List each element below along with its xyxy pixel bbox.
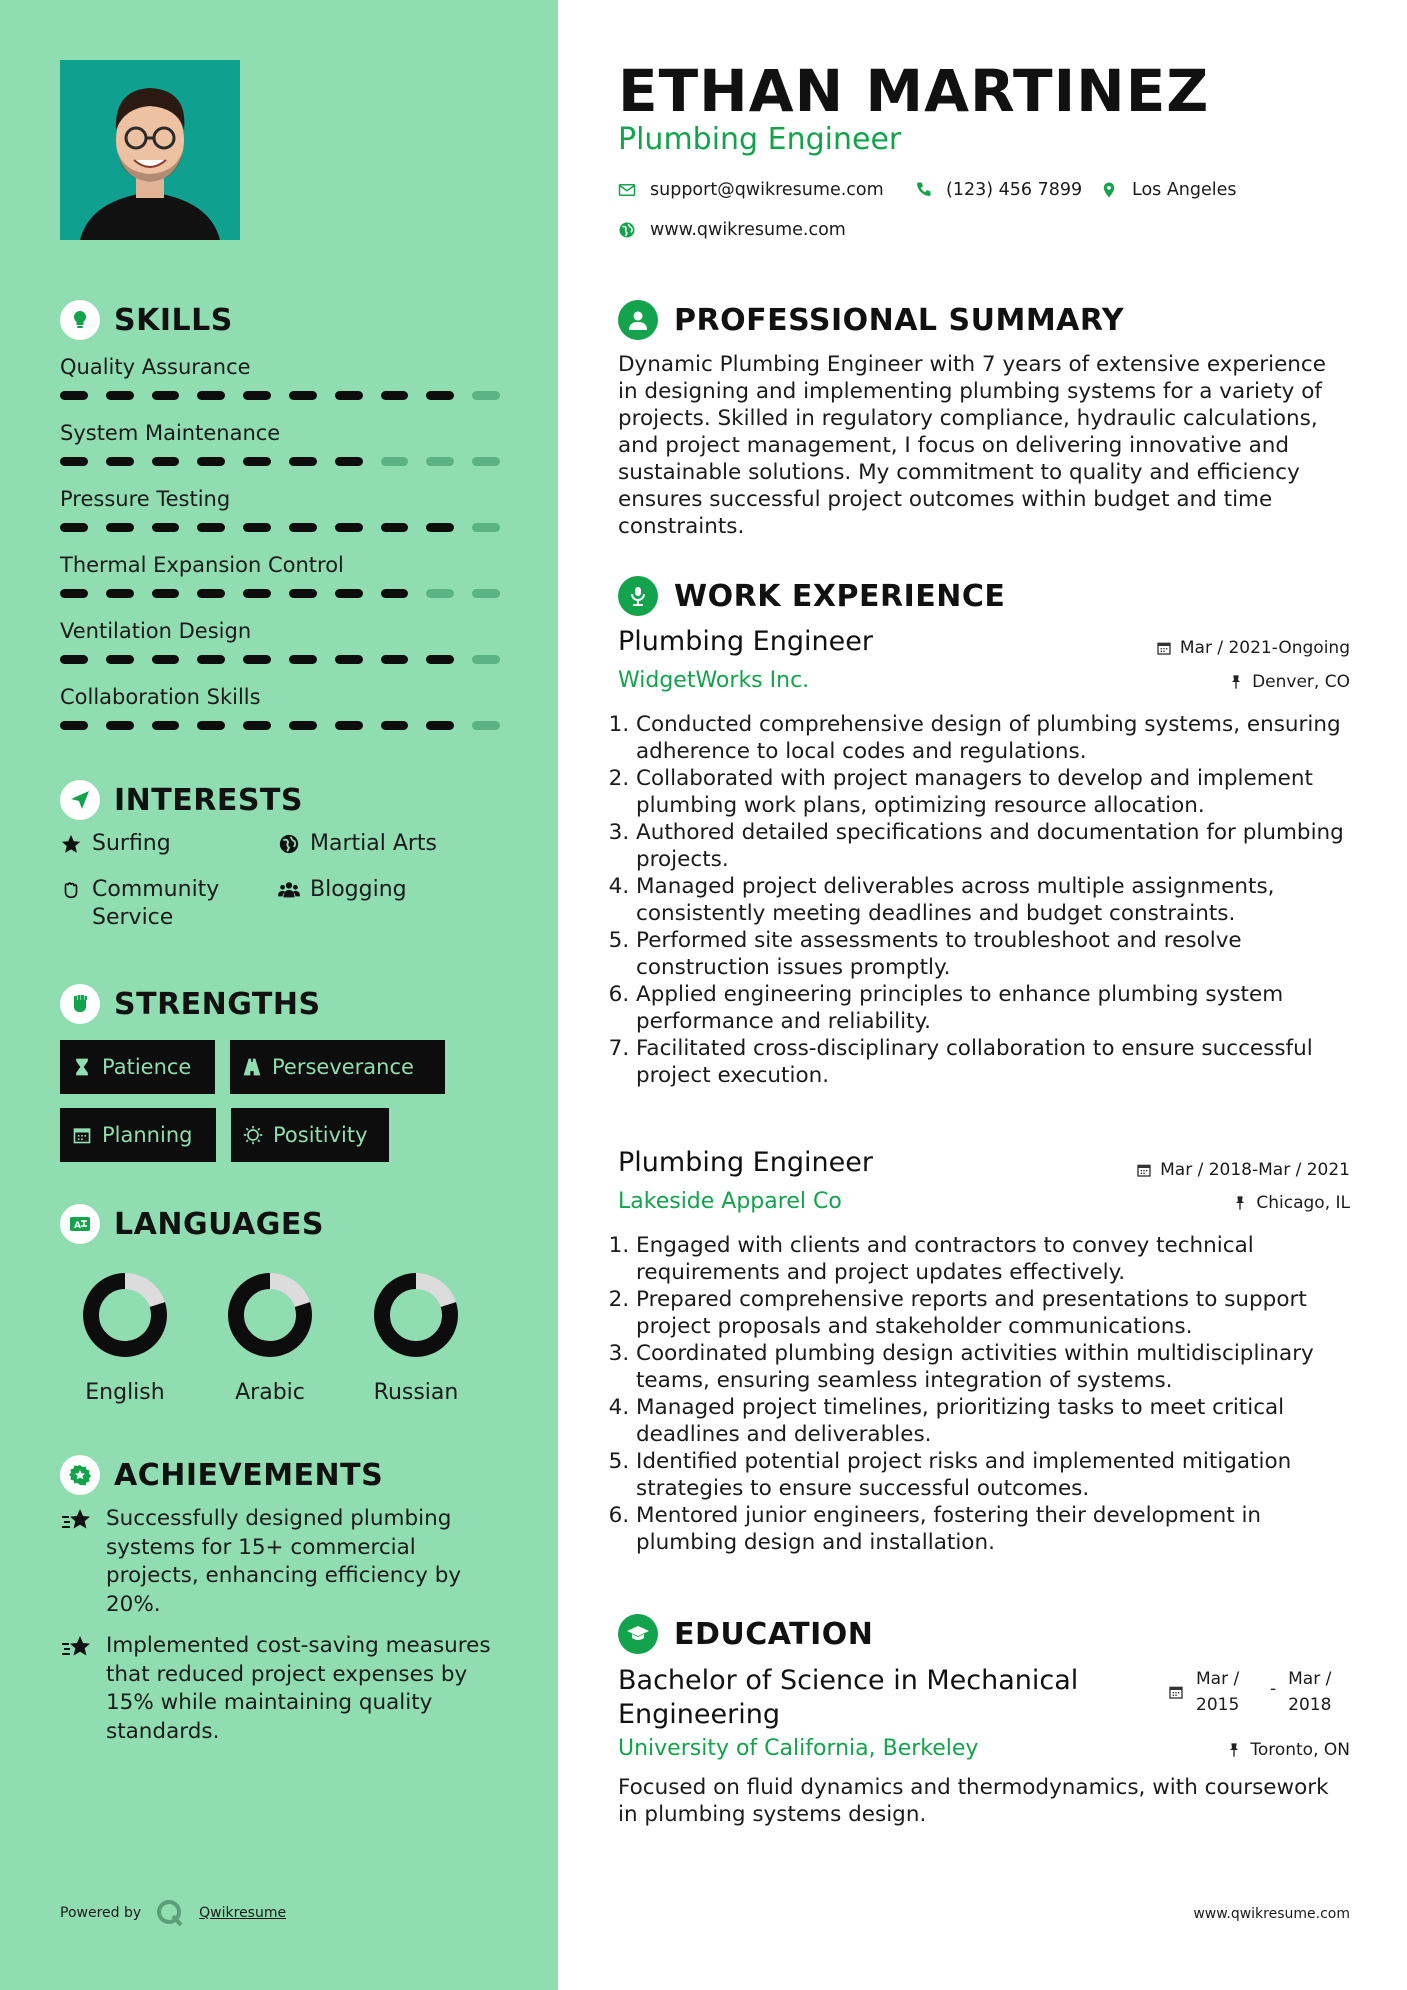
candidate-name: ETHAN MARTINEZ	[618, 57, 1210, 125]
education-location	[1226, 1740, 1350, 1760]
skill-segment	[289, 391, 317, 400]
summary-text: Dynamic Plumbing Engineer with 7 years of extensive experience in designing and implementing plumbing systems for a variety of projects. Skilled in regulatory compliance, hydraulic calculations, and project management, I focus on delivering innovative and sustainable solutions. My commitment to quality and efficiency ensures successful project outcomes within budget and time constraints.	[618, 352, 1326, 539]
skill-segment	[60, 721, 88, 730]
skill-segment	[197, 721, 225, 730]
interests-title: INTERESTS	[114, 782, 303, 818]
strength-badge	[60, 1108, 216, 1162]
skill-segment	[106, 523, 134, 532]
achievement-item	[60, 1505, 496, 1619]
skill-segment	[426, 655, 454, 664]
job-title: Plumbing Engineer	[618, 626, 873, 657]
education-title: EDUCATION	[674, 1616, 874, 1652]
users-icon	[278, 879, 300, 901]
paper-plane-icon	[60, 780, 100, 820]
calendar-icon	[72, 1125, 92, 1145]
skill-segment	[243, 523, 271, 532]
job-title: Plumbing Engineer	[618, 1147, 873, 1178]
powered-by-label: Powered by	[60, 1905, 142, 1921]
graduation-cap-icon	[618, 1614, 658, 1654]
skill-segment	[381, 523, 409, 532]
globe-icon	[618, 221, 636, 239]
language-item	[205, 1270, 335, 1405]
skills-title: SKILLS	[114, 302, 233, 338]
skill-segment	[472, 655, 500, 664]
skill-segment	[335, 589, 363, 598]
education-description: Focused on fluid dynamics and thermodynamics, with coursework in plumbing systems design.	[618, 1775, 1329, 1827]
language-item	[351, 1270, 481, 1405]
skill-segment	[106, 721, 134, 730]
skill-segment	[472, 457, 500, 466]
qwikresume-link[interactable]: Qwikresume	[199, 1905, 287, 1921]
duty-item: 2. Prepared comprehensive reports and presentations to support project proposals and stakeholder communications.	[636, 1286, 1350, 1340]
skill-segment	[60, 589, 88, 598]
duty-item: 4. Managed project deliverables across multiple assignments, consistently meeting deadlines and budget constraints.	[636, 873, 1350, 927]
language-donut	[80, 1270, 170, 1360]
skill-segment	[289, 589, 317, 598]
strength-label: Perseverance	[272, 1055, 414, 1079]
achievement-item	[60, 1632, 496, 1746]
job-company: Lakeside Apparel Co	[618, 1189, 842, 1214]
skill-segment	[243, 655, 271, 664]
education-degree: Bachelor of Science in Mechanical Engineering	[618, 1665, 1079, 1730]
email-text: support@qwikresume.com	[650, 180, 884, 200]
location-text: Los Angeles	[1132, 180, 1237, 200]
job-company: WidgetWorks Inc.	[618, 668, 810, 693]
skill-label: Pressure Testing	[60, 487, 231, 511]
strength-badge	[230, 1040, 445, 1094]
contact-phone[interactable]	[914, 180, 1082, 200]
main-content	[618, 0, 1350, 1990]
skill-segment	[335, 721, 363, 730]
contact-website[interactable]	[618, 220, 846, 240]
duty-item: 4. Managed project timelines, prioritizing tasks to meet critical deadlines and deliverables.	[636, 1394, 1350, 1448]
language-donut	[225, 1270, 315, 1360]
skill-segment	[381, 721, 409, 730]
job-dates-text: Mar / 2021-Ongoing	[1179, 638, 1350, 658]
interest-label: Surfing	[92, 831, 171, 856]
skill-segment	[381, 457, 409, 466]
duty-item: 5. Identified potential project risks and implemented mitigation strategies to ensure successful outcomes.	[636, 1448, 1350, 1502]
skill-segment	[243, 589, 271, 598]
phone-text: (123) 456 7899	[946, 180, 1083, 200]
road-icon	[242, 1057, 262, 1077]
skill-rating	[60, 457, 500, 466]
skill-rating	[60, 523, 500, 532]
skill-segment	[472, 721, 500, 730]
language-donut	[371, 1270, 461, 1360]
language-label: Russian	[373, 1380, 459, 1405]
skill-segment	[426, 589, 454, 598]
duty-item: 6. Mentored junior engineers, fostering their development in plumbing design and installation.	[636, 1502, 1350, 1556]
achievement-text: Implemented cost-saving measures that reduced project expenses by 15% while maintaining quality standards.	[106, 1633, 491, 1744]
sidebar	[0, 0, 558, 1990]
pin-icon	[1232, 1195, 1248, 1211]
sun-icon	[243, 1125, 263, 1145]
duty-item: 2. Collaborated with project managers to develop and implement plumbing work plans, optimizing resource allocation.	[636, 765, 1350, 819]
skill-item	[60, 482, 500, 548]
skill-segment	[243, 721, 271, 730]
strengths-heading	[60, 984, 321, 1024]
skills-heading	[60, 300, 233, 340]
summary-heading	[618, 300, 1124, 340]
skill-segment	[197, 655, 225, 664]
skill-segment	[381, 391, 409, 400]
skill-segment	[426, 721, 454, 730]
contact-email[interactable]	[618, 180, 884, 200]
strengths-title: STRENGTHS	[114, 986, 321, 1022]
achievement-text: Successfully designed plumbing systems for 15+ commercial projects, enhancing efficiency by 20%.	[106, 1506, 462, 1617]
summary-title: PROFESSIONAL SUMMARY	[674, 302, 1125, 338]
shooting-star-icon	[60, 1634, 94, 1662]
skill-segment	[152, 523, 180, 532]
skill-segment	[243, 391, 271, 400]
skill-segment	[289, 655, 317, 664]
interest-item	[278, 876, 407, 904]
interest-label: Martial Arts	[310, 831, 438, 856]
strength-label: Planning	[102, 1123, 193, 1147]
skill-segment	[197, 391, 225, 400]
interest-item	[60, 876, 240, 932]
achievements-title: ACHIEVEMENTS	[114, 1457, 384, 1493]
calendar-icon	[1136, 1162, 1152, 1178]
skill-segment	[335, 655, 363, 664]
skill-segment	[335, 523, 363, 532]
education-date-separator: -	[1270, 1679, 1277, 1699]
skill-label: Collaboration Skills	[60, 685, 261, 709]
lightbulb-icon	[60, 300, 100, 340]
interests-heading	[60, 780, 303, 820]
achievements-heading	[60, 1455, 383, 1495]
job-location-text: Chicago, IL	[1256, 1193, 1350, 1213]
skill-label: Quality Assurance	[60, 355, 251, 379]
skill-segment	[152, 655, 180, 664]
job-dates-text: Mar / 2018-Mar / 2021	[1160, 1160, 1350, 1180]
duty-item: 6. Applied engineering principles to enhance plumbing system performance and reliability.	[636, 981, 1350, 1035]
experience-title: WORK EXPERIENCE	[674, 578, 1006, 614]
language-label: English	[85, 1380, 165, 1405]
skill-segment	[472, 589, 500, 598]
job-location	[1232, 1193, 1350, 1213]
candidate-role: Plumbing Engineer	[618, 122, 902, 157]
skill-label: Thermal Expansion Control	[60, 553, 344, 577]
skill-segment	[60, 457, 88, 466]
job-duties	[618, 1232, 1350, 1556]
languages-heading	[60, 1204, 324, 1244]
skill-segment	[152, 391, 180, 400]
phone-icon	[914, 181, 932, 199]
job-duties	[618, 711, 1350, 1089]
duty-item: 1. Engaged with clients and contractors to convey technical requirements and project updates effectively.	[636, 1232, 1350, 1286]
skill-item	[60, 614, 500, 680]
skill-segment	[426, 457, 454, 466]
language-label: Arabic	[235, 1380, 305, 1405]
badge-star-icon	[60, 1455, 100, 1495]
website-text: www.qwikresume.com	[650, 220, 846, 240]
skill-segment	[106, 589, 134, 598]
education-start: Mar / 2015	[1196, 1669, 1240, 1715]
skill-segment	[106, 655, 134, 664]
duty-item: 3. Coordinated plumbing design activities within multidisciplinary teams, ensuring seamless integration of systems.	[636, 1340, 1350, 1394]
education-dates	[1168, 1666, 1350, 1718]
interest-label: Blogging	[310, 877, 407, 902]
skill-segment	[289, 523, 317, 532]
skill-segment	[335, 391, 363, 400]
envelope-icon	[618, 181, 636, 199]
skill-segment	[243, 457, 271, 466]
language-icon	[60, 1204, 100, 1244]
skill-segment	[381, 589, 409, 598]
skill-rating	[60, 391, 500, 400]
interest-label: Community Service	[92, 877, 220, 930]
job-dates	[1156, 638, 1350, 658]
calendar-icon	[1156, 640, 1172, 656]
skill-label: Ventilation Design	[60, 619, 252, 643]
education-location-text: Toronto, ON	[1250, 1740, 1350, 1760]
map-pin-icon	[1100, 181, 1118, 199]
education-school: University of California, Berkeley	[618, 1736, 979, 1761]
interest-item	[278, 830, 437, 858]
skill-segment	[197, 589, 225, 598]
skill-segment	[289, 721, 317, 730]
skill-segment	[152, 721, 180, 730]
pin-icon	[1228, 674, 1244, 690]
job-location-text: Denver, CO	[1252, 672, 1350, 692]
qwikresume-logo-icon	[155, 1898, 185, 1928]
skill-segment	[289, 457, 317, 466]
pin-icon	[1226, 1742, 1242, 1758]
skill-segment	[472, 523, 500, 532]
skill-rating	[60, 655, 500, 664]
strength-label: Positivity	[273, 1123, 368, 1147]
languages-title: LANGUAGES	[114, 1206, 324, 1242]
duty-item: 5. Performed site assessments to troubleshoot and resolve construction issues promptly.	[636, 927, 1350, 981]
podium-icon	[618, 576, 658, 616]
skill-segment	[197, 523, 225, 532]
profile-photo	[60, 60, 240, 240]
duty-item: 1. Conducted comprehensive design of plumbing systems, ensuring adherence to local codes and regulations.	[636, 711, 1350, 765]
skill-item	[60, 680, 500, 746]
skill-segment	[426, 523, 454, 532]
job-dates	[1136, 1160, 1350, 1180]
skill-segment	[60, 655, 88, 664]
skill-segment	[381, 655, 409, 664]
skill-segment	[197, 457, 225, 466]
shooting-star-icon	[60, 1507, 94, 1535]
skill-item	[60, 416, 500, 482]
strength-badge	[60, 1040, 215, 1094]
skill-segment	[106, 391, 134, 400]
skills-list	[60, 350, 500, 746]
duty-item: 7. Facilitated cross-disciplinary collaboration to ensure successful project execution.	[636, 1035, 1350, 1089]
job-location	[1228, 672, 1350, 692]
contact-location	[1100, 180, 1237, 200]
skill-segment	[335, 457, 363, 466]
skill-segment	[472, 391, 500, 400]
skill-rating	[60, 721, 500, 730]
skill-label: System Maintenance	[60, 421, 281, 445]
globe-icon	[278, 833, 300, 855]
svg-text:A: A	[74, 1221, 81, 1231]
calendar-icon	[1168, 1684, 1184, 1700]
skill-segment	[60, 523, 88, 532]
duty-item: 3. Authored detailed specifications and documentation for plumbing projects.	[636, 819, 1350, 873]
powered-by	[60, 1898, 286, 1928]
star-icon	[60, 833, 82, 855]
interest-item	[60, 830, 171, 858]
skill-segment	[152, 457, 180, 466]
skill-item	[60, 350, 500, 416]
user-icon	[618, 300, 658, 340]
skill-rating	[60, 589, 500, 598]
education-heading	[618, 1614, 873, 1654]
skill-segment	[426, 391, 454, 400]
hourglass-icon	[72, 1057, 92, 1077]
language-item	[60, 1270, 190, 1405]
skill-item	[60, 548, 500, 614]
hand-icon	[60, 879, 82, 901]
fist-icon	[60, 984, 100, 1024]
footer-website[interactable]: www.qwikresume.com	[1193, 1906, 1350, 1922]
strength-badge	[231, 1108, 389, 1162]
experience-heading	[618, 576, 1005, 616]
strength-label: Patience	[102, 1055, 192, 1079]
education-end: Mar / 2018	[1288, 1669, 1332, 1715]
skill-segment	[106, 457, 134, 466]
skill-segment	[152, 589, 180, 598]
skill-segment	[60, 391, 88, 400]
